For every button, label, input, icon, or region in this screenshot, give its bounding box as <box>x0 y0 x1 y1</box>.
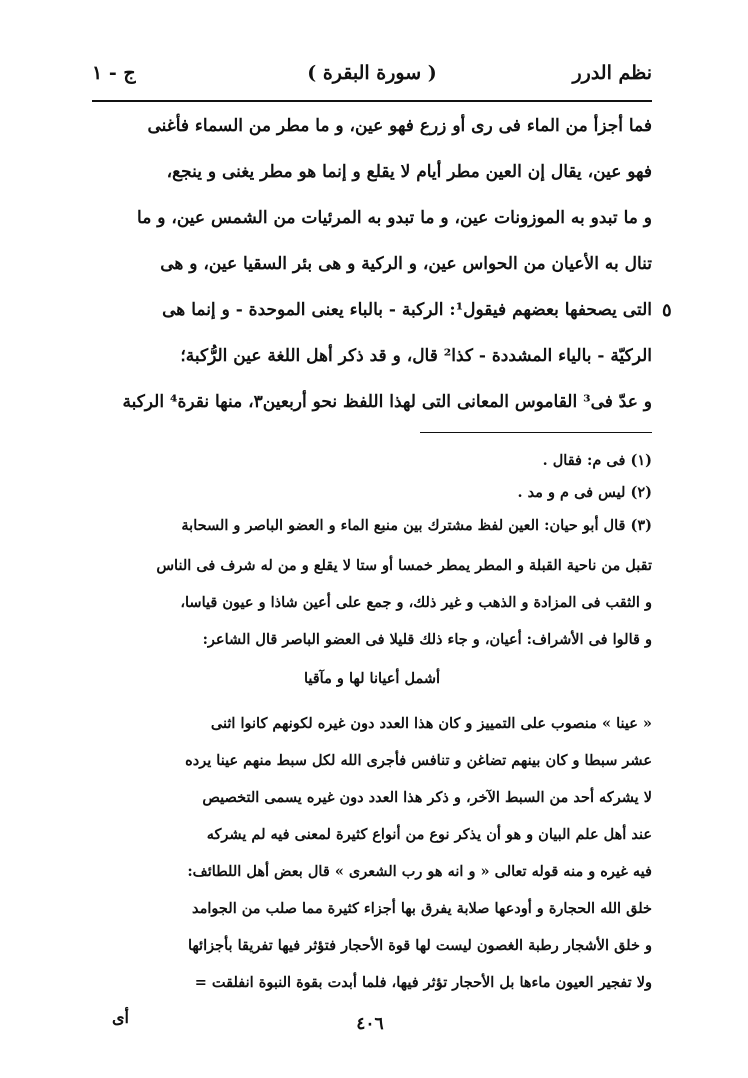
footnote-line: تقبل من ناحية القبلة و المطر يمطر خمسا أو ستا لا يقلع و من له شرف فى الناس <box>156 557 652 574</box>
book-title: نظم الدرر <box>572 62 652 84</box>
main-text-line: تنال به الأعيان من الحواس عين، و الركية و هى بئر السقيا عين، و هى <box>160 254 652 274</box>
footnote-line: عند أهل علم البيان و هو أن يذكر نوع من أنواع كثيرة لمعنى فيه لم يشركه <box>206 826 652 843</box>
footnote-line: خلق الله الحجارة و أودعها صلابة يفرق بها أجزاء كثيرة مما صلب من الجوامد <box>192 900 652 917</box>
footnote-line: (١) فى م: فقال . <box>542 452 652 469</box>
verse-quote: أشمل أعيانا لها و مآقيا <box>303 670 441 687</box>
footnote-line: و قالوا فى الأشراف: أعيان، و جاء ذلك قليلا فى العضو الباصر قال الشاعر: <box>202 631 652 648</box>
main-text-line: و عدّ فى³ القاموس المعانى التى لهذا اللفظ نحو أربعين٣، منها نقرة⁴ الركبة <box>122 392 652 412</box>
footnote-line: و خلق الأشجار رطبة الغصون ليست لها قوة الأحجار فتؤثر فيها تفريقا بأجزائها <box>187 937 652 954</box>
volume-number: ج - ١ <box>92 62 136 84</box>
main-text-line: الركيّة - بالياء المشددة - كذا² قال، و قد ذكر أهل اللغة عين الرُّكبة؛ <box>180 346 652 366</box>
footnote-line: و الثقب فى المزادة و الذهب و غير ذلك، و جمع على أعين شاذا و عيون قياسا، <box>180 594 652 611</box>
footnote-line: ولا تفجير العيون ماءها بل الأحجار تؤثر فيها، فلما أبدت بقوة النبوة انفلقت = <box>194 974 652 991</box>
footnote-line: لا يشركه أحد من السبط الآخر، و ذكر هذا العدد دون غيره يسمى التخصيص <box>202 789 652 806</box>
footnote-line: « عينا » منصوب على التمييز و كان هذا العدد دون غيره لكونهم كانوا اثنى <box>210 715 652 732</box>
main-text-line: فهو عين، يقال إن العين مطر أيام لا يقلع و إنما هو مطر يغنى و ينجع، <box>166 162 652 182</box>
main-text-line: التى يصحفها بعضهم فيقول¹: الركبة - بالباء يعنى الموحدة - و إنما هى <box>162 300 652 320</box>
line-number-marker: ٥ <box>662 300 672 321</box>
footnote-rule <box>420 432 652 433</box>
header-rule <box>92 100 652 102</box>
footnote-line: فيه غيره و منه قوله تعالى « و انه هو رب الشعرى » قال بعض أهل اللطائف: <box>187 863 652 880</box>
main-text-line: فما أجزأ من الماء فى رى أو زرع فهو عين، و ما مطر من السماء فأغنى <box>147 116 652 136</box>
page-number: ٤٠٦ <box>356 1014 384 1034</box>
main-text-line: و ما تبدو به الموزونات عين، و ما تبدو به المرئيات من الشمس عين، و ما <box>137 208 652 228</box>
running-header <box>92 56 652 96</box>
footnote-line: (٢) ليس فى م و مد . <box>517 484 652 501</box>
footnote-line: عشر سبطا و كان بينهم تضاغن و تنافس فأجرى الله لكل سبط منهم عينا يرده <box>185 752 652 769</box>
surah-title: ( سورة البقرة ) <box>307 62 437 84</box>
catchword: أى <box>112 1008 129 1027</box>
footnote-line: (٣) قال أبو حيان: العين لفظ مشترك بين منبع الماء و العضو الباصر و السحابة <box>181 517 652 534</box>
